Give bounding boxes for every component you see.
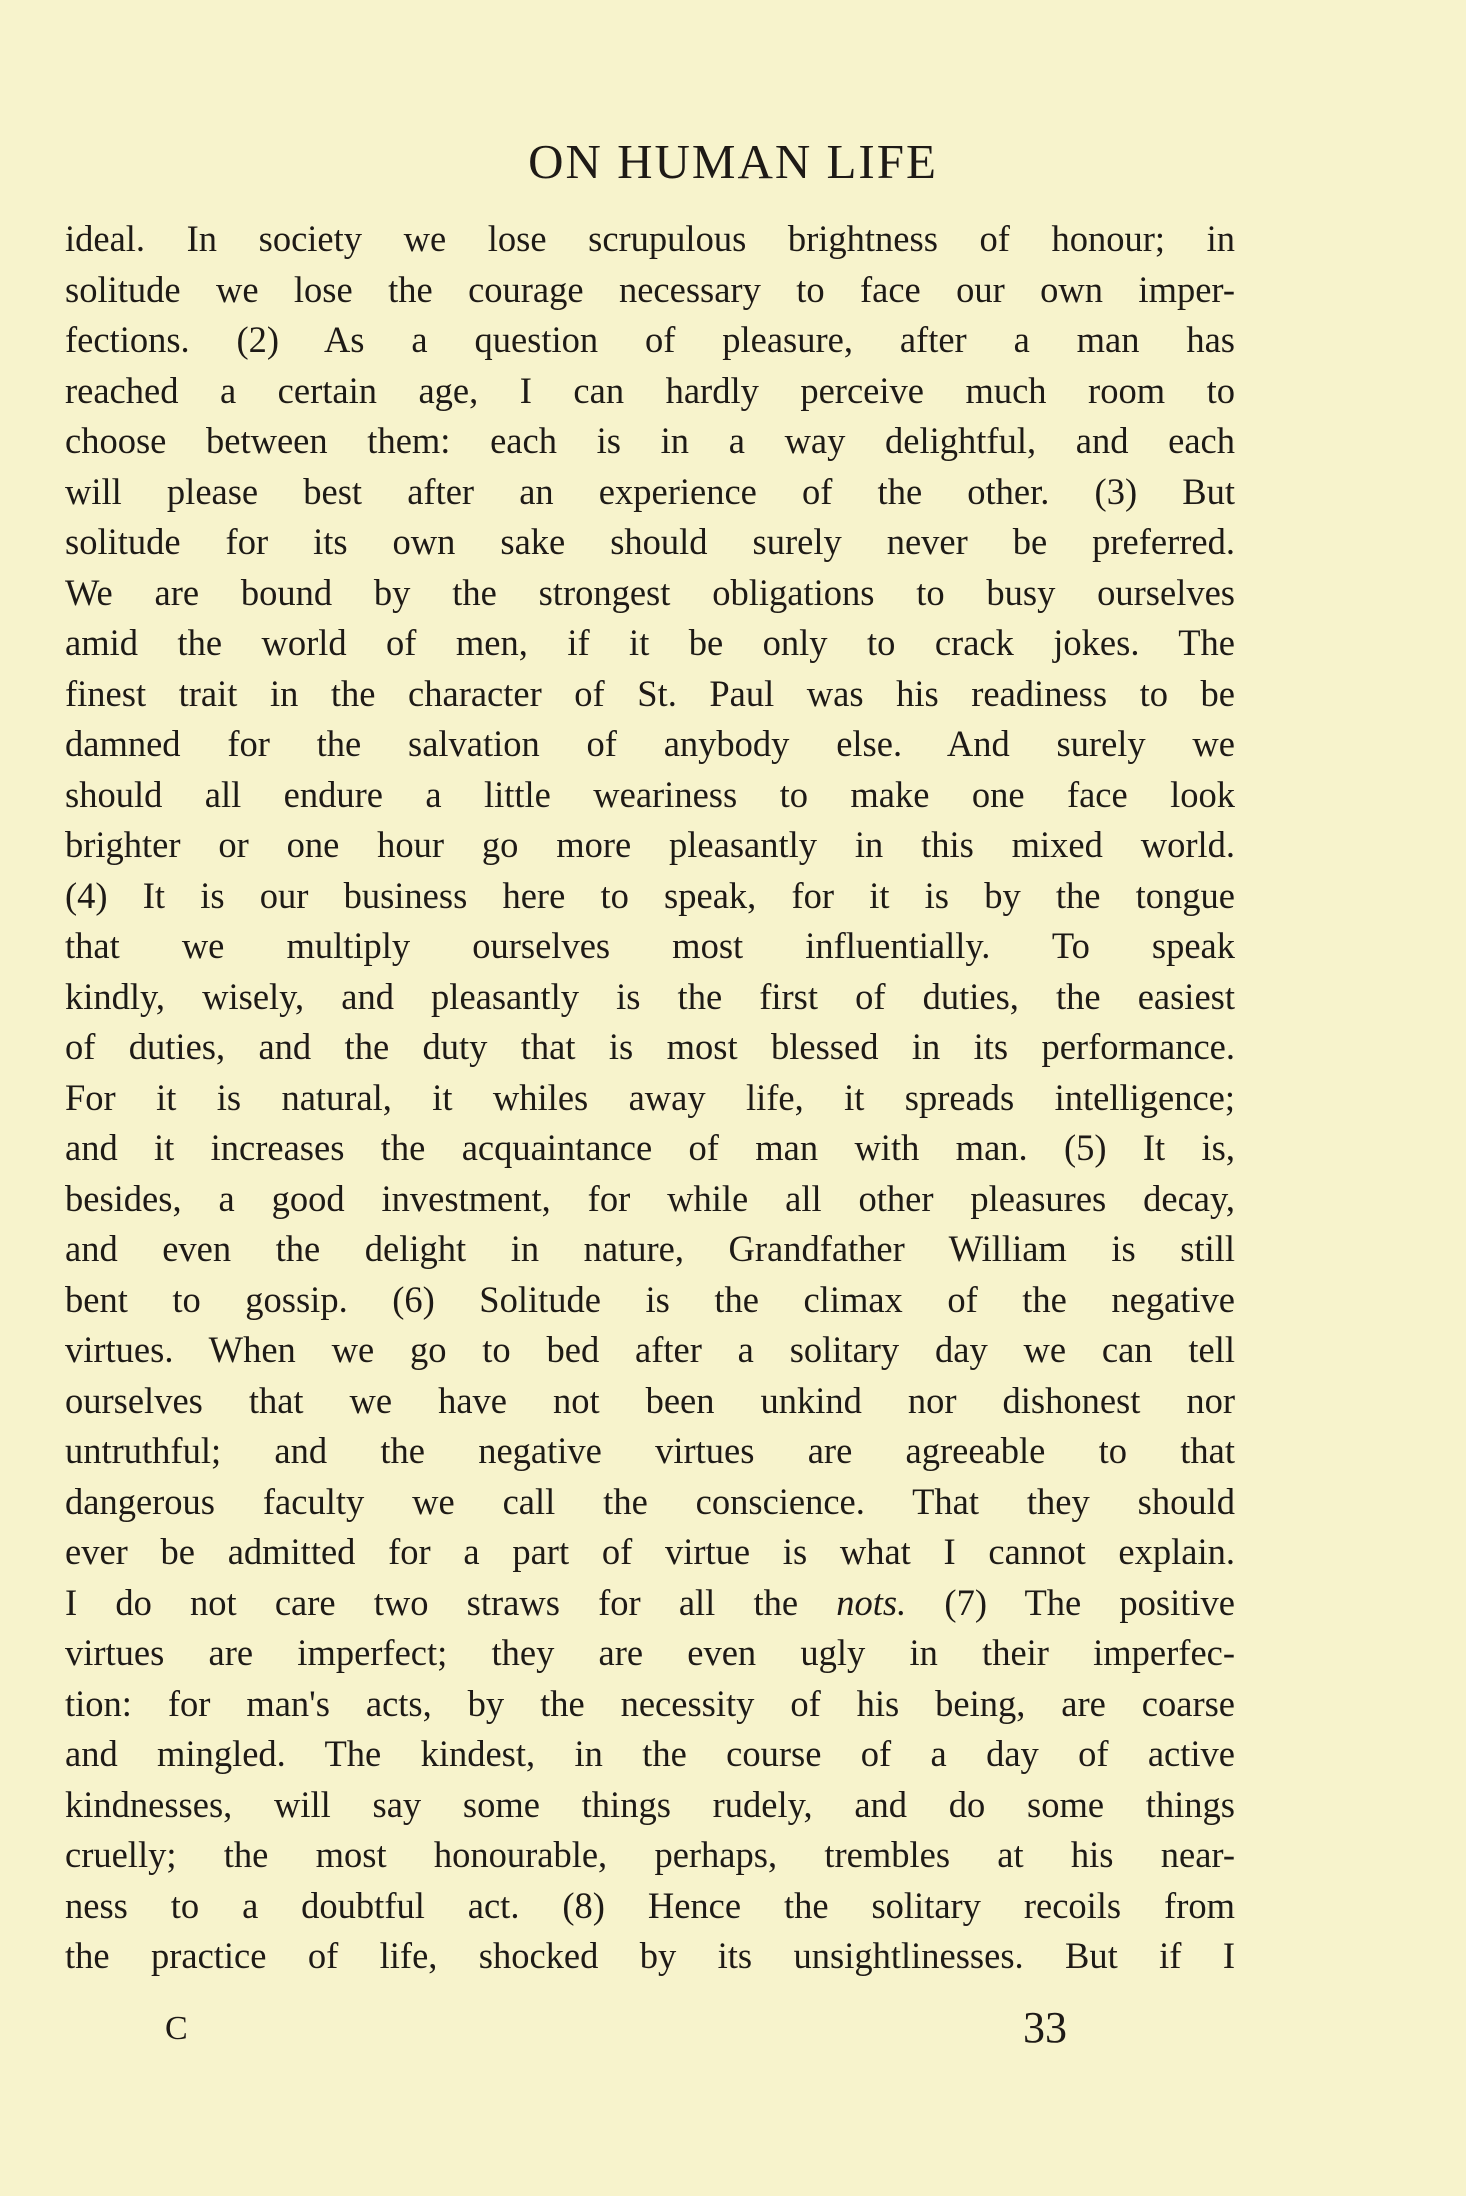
text-line: and it increases the acquaintance of man with man. (5) It is, [65, 1127, 1235, 1168]
page-number: 33 [1023, 2003, 1067, 2052]
running-head: ON HUMAN LIFE [528, 134, 938, 189]
text-line: amid the world of men, if it be only to crack jokes. The [65, 622, 1235, 663]
text-line: reached a certain age, I can hardly perceive much room to [65, 369, 1235, 411]
text-line: solitude for its own sake should surely never be preferred. [65, 521, 1235, 562]
text-line: ever be admitted for a part of virtue is what I cannot explain. [65, 1531, 1235, 1572]
text-line: besides, a good investment, for while all other pleasures decay, [65, 1177, 1235, 1219]
text-line: dangerous faculty we call the conscience. That they should [65, 1480, 1235, 1522]
text-line: should all endure a little weariness to make one face look [65, 773, 1235, 815]
text-line: ness to a doubtful act. (8) Hence the solitary recoils from [65, 1884, 1235, 1926]
text-line: brighter or one hour go more pleasantly in this mixed world. [65, 824, 1235, 865]
text-line: virtues are imperfect; they are even ugly in their imperfec- [65, 1632, 1235, 1673]
body-text [65, 214, 1235, 1982]
text-line: choose between them: each is in a way delightful, and each [65, 420, 1235, 461]
text-line: cruelly; the most honourable, perhaps, trembles at his near- [65, 1834, 1235, 1875]
text-line: For it is natural, it whiles away life, it spreads intelligence; [65, 1076, 1235, 1118]
text-line: kindly, wisely, and pleasantly is the first of duties, the easiest [65, 975, 1235, 1017]
text-line: and even the delight in nature, Grandfather William is still [65, 1228, 1235, 1269]
text-line: untruthful; and the negative virtues are agreeable to that [65, 1430, 1235, 1471]
text-segment: (7) The positive [906, 1581, 1235, 1623]
text-line: ideal. In society we lose scrupulous brightness of honour; in [65, 218, 1235, 259]
text-line: that we multiply ourselves most influentially. To speak [65, 925, 1235, 966]
text-line: ourselves that we have not been unkind nor dishonest nor [65, 1379, 1235, 1421]
text-segment: I do not care two straws for all the [65, 1581, 837, 1623]
text-line: (4) It is our business here to speak, for it is by the tongue [65, 874, 1235, 916]
text-line: damned for the salvation of anybody else. And surely we [65, 723, 1235, 764]
text-line: kindnesses, will say some things rudely, and do some things [65, 1783, 1235, 1825]
text-line: virtues. When we go to bed after a solitary day we can tell [65, 1329, 1235, 1370]
text-line: fections. (2) As a question of pleasure, after a man has [65, 319, 1235, 360]
text-line: We are bound by the strongest obligations to busy ourselves [65, 571, 1235, 613]
text-line: will please best after an experience of the other. (3) But [65, 470, 1235, 512]
signature-mark: C [165, 2010, 188, 2047]
text-line: tion: for man's acts, by the necessity of his being, are coarse [65, 1682, 1235, 1724]
text-line: finest trait in the character of St. Paul was his readiness to be [65, 672, 1235, 714]
text-line: solitude we lose the courage necessary to face our own imper- [65, 268, 1235, 310]
text-line: the practice of life, shocked by its unsightlinesses. But if I [65, 1935, 1235, 1976]
text-line-with-italic [65, 1578, 1235, 1629]
italic-word: nots. [836, 1581, 907, 1623]
text-line: and mingled. The kindest, in the course of a day of active [65, 1733, 1235, 1774]
text-line: of duties, and the duty that is most blessed in its performance. [65, 1026, 1235, 1067]
text-line: bent to gossip. (6) Solitude is the climax of the negative [65, 1278, 1235, 1320]
